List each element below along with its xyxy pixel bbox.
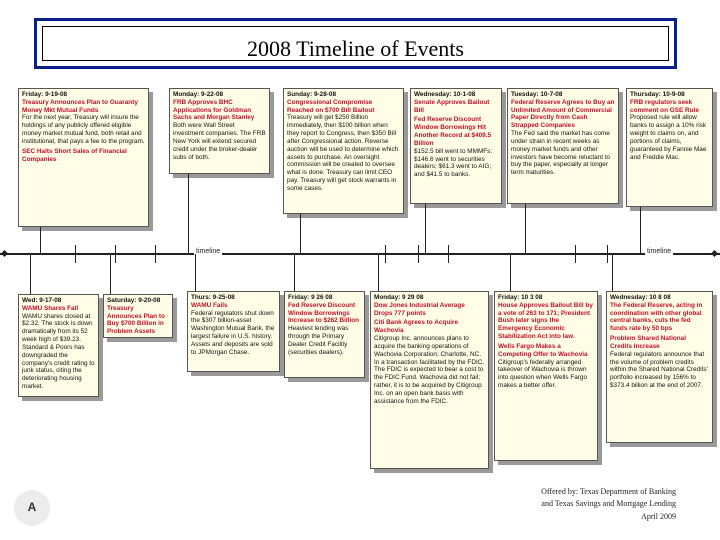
event-body: The Fed said the market has come under strain in recent weeks as money market funds and other investors have become reluctant to buy the paper, especially at longer term maturities. — [511, 130, 611, 177]
event-body-secondary: Federal regulators announce that the volume of problem credits within the Shared National Credits' portfolio increased by 156% to $373.4 billion at the end of 2007. — [610, 350, 708, 389]
event-headline-secondary: Citi Bank Agrees to Acquire Wachovia — [374, 319, 459, 335]
event-body: Treasury will get $250 Billion immediately, then $100 billion when they report to Congress, then $350 Bill after Congressional action. Reverse auction will be used to determine which assets to purchase. An oversight commission will be created to oversee what is done. Treasury can limit CEO pay. Treasury will get stock warrants in some cases. — [287, 114, 399, 192]
event-date: Monday: 9 29 08 — [374, 294, 424, 301]
event-connector — [525, 204, 526, 254]
event-card-bottom-5 — [370, 291, 489, 469]
event-headline: WAMU Fails — [191, 301, 228, 309]
timeline-tick — [418, 245, 419, 263]
event-headline: House Approves Bailout Bill by a vote of 263 to 171; President Bush later signs the Emergency Economic Stabilization Act into law. — [498, 301, 593, 341]
event-connector — [30, 254, 31, 294]
event-connector — [195, 254, 196, 291]
event-date: Friday: 9-19-08 — [22, 91, 68, 98]
event-headline: Treasury Announces Plan to Guaranty Money Mkt Mutual Funds — [22, 98, 138, 114]
event-connector — [425, 204, 426, 254]
timeline-start-marker — [1, 250, 8, 257]
event-headline: FRB regulators seek comment on GSE Rule — [630, 98, 699, 114]
event-body-secondary: Citigroup's federally arranged takeover of Wachovia is thrown into question when Wells Fargo makes a better offer. — [498, 358, 588, 389]
footer-line: and Texas Savings and Mortgage Lending — [541, 499, 676, 509]
event-date: Tuesday: 10-7-08 — [511, 91, 563, 98]
event-date: Thurs: 9-25-08 — [191, 294, 235, 301]
event-card-top-1 — [18, 88, 149, 227]
event-date: Friday: 9 26 08 — [288, 294, 333, 301]
event-date: Sunday: 9-28-08 — [287, 91, 337, 98]
event-connector — [300, 214, 301, 254]
event-card-top-2 — [169, 88, 270, 174]
footer-credit — [476, 486, 676, 523]
event-headline: FRB Approves BHC Applications for Goldman Sachs and Morgan Stanley — [173, 98, 255, 122]
event-card-bottom-7 — [606, 291, 713, 443]
event-connector — [378, 254, 379, 291]
event-headline-secondary: SEC Halts Short Sales of Financial Companies — [22, 147, 127, 163]
event-card-top-4 — [410, 88, 502, 204]
event-connector — [510, 254, 511, 291]
logo-letter: A — [27, 500, 37, 514]
event-headline-secondary: Wells Fargo Makes a Competing Offer to Wachovia — [498, 342, 588, 358]
event-headline: Fed Reserve Discount Window Borrowings Increase to $262 Billion — [288, 301, 360, 325]
timeline-tick — [155, 245, 156, 263]
timeline-label-right: timeline — [647, 248, 672, 255]
event-date: Wed: 9-17-08 — [22, 297, 62, 304]
event-body: Heaviest lending was through the Primary Dealer Credit Facility (securities dealers). — [288, 325, 349, 356]
timeline-label-left: timeline — [196, 248, 221, 255]
timeline-tick — [575, 245, 576, 263]
timeline-tick — [385, 245, 386, 263]
event-card-bottom-1 — [18, 294, 99, 397]
event-connector — [40, 227, 41, 254]
event-date: Thursday: 10-9-08 — [630, 91, 685, 98]
event-date: Monday: 9-22-08 — [173, 91, 224, 98]
page-title: 2008 Timeline of Events — [247, 36, 464, 61]
event-date: Saturday: 9-20-08 — [107, 297, 161, 304]
event-card-bottom-6 — [494, 291, 598, 461]
department-logo — [14, 490, 50, 526]
event-card-top-3 — [283, 88, 404, 214]
timeline-tick — [607, 245, 608, 263]
event-headline: The Federal Reserve, acting in coordination with other global central banks, cuts the fed funds rate by 50 bps — [610, 301, 703, 333]
event-date: Friday: 10 3 08 — [498, 294, 543, 301]
event-card-bottom-4 — [284, 291, 365, 378]
event-headline: Federal Reserve Agrees to Buy an Unlimited Amount of Commercial Paper Directly from Cash Strapped Companies — [511, 98, 615, 130]
title-box — [34, 18, 677, 69]
event-date: Wednesday: 10 8 08 — [610, 294, 671, 301]
event-headline-secondary: Problem Shared National Credits Increase — [610, 335, 686, 350]
event-connector — [294, 254, 295, 291]
event-headline: Treasury Announces Plan to Buy $700 Billion in Problem Assets — [107, 304, 165, 336]
event-body-secondary: $152.5 bill went to MMMFs; $146.6 went to securities dealers; $61.3 went to AIG; and $41.5 to banks. — [414, 147, 493, 179]
event-body: Proposed rule will allow banks to assign a 10% risk weight to claims on, and portions of claims, guaranteed by Fannie Mae and Freddie Mac. — [630, 114, 707, 161]
timeline-tick — [115, 245, 116, 263]
footer-line: April 2009 — [641, 511, 676, 521]
event-body-secondary: Citigroup Inc. announces plans to acquire the banking operations of Wachovia Corporation; Charlotte, NC. In a transaction facilitated by the FDIC. The FDIC is expected to bear a cost to the FDIC Fund. Wachovia did not fail; rather, it is to be acquired by Citigroup Inc. on an open bank basis with assistance from the FDIC. — [374, 335, 485, 405]
timeline-tick — [448, 245, 449, 263]
event-body: Both were Wall Street investment companies. The FRB New York will extend secured credit under the broker-dealer subs of both. — [173, 122, 266, 161]
event-headline-secondary: Fed Reserve Discount Window Borrowings Hit Another Record at $409.5 Billion — [414, 116, 492, 147]
event-body: WAMU shares closed at $2.32. The stock is down dramatically from its 52 week high of $39.23. Standard & Poors has downgraded the company's credit rating to junk status, citing the deteriorating housing market. — [22, 312, 95, 390]
event-card-bottom-2 — [103, 294, 173, 338]
event-card-bottom-3 — [187, 291, 280, 372]
event-connector — [110, 254, 111, 294]
event-body: For the next year, Treasury will insure the holdings of any publicly offered eligible money market mutual fund, both retail and institutional, that pays a fee to the program. — [22, 114, 145, 145]
timeline-end-marker — [711, 250, 718, 257]
footer-line: Offered by: Texas Department of Banking — [541, 487, 676, 496]
event-headline: Congressional Compromise Reached on $700 Bill Bailout — [287, 98, 375, 114]
event-headline: WAMU Shares Fall — [22, 304, 79, 312]
event-card-top-5 — [507, 88, 619, 204]
event-connector — [188, 174, 189, 254]
event-card-top-6 — [626, 88, 713, 207]
timeline-tick — [75, 245, 76, 263]
event-headline: Senate Approves Bailout Bill — [414, 98, 490, 114]
event-date: Wednesday: 10-1-08 — [414, 91, 476, 98]
event-connector — [640, 207, 641, 254]
event-connector — [612, 254, 613, 291]
event-body: Federal regulators shut down the $307 billion-asset Washington Mutual Bank, the largest failure in U.S. history. Assets and deposits are sold to JPMorgan Chase. — [191, 309, 275, 356]
event-headline: Dow Jones Industrial Average Drops 777 points — [374, 301, 465, 317]
